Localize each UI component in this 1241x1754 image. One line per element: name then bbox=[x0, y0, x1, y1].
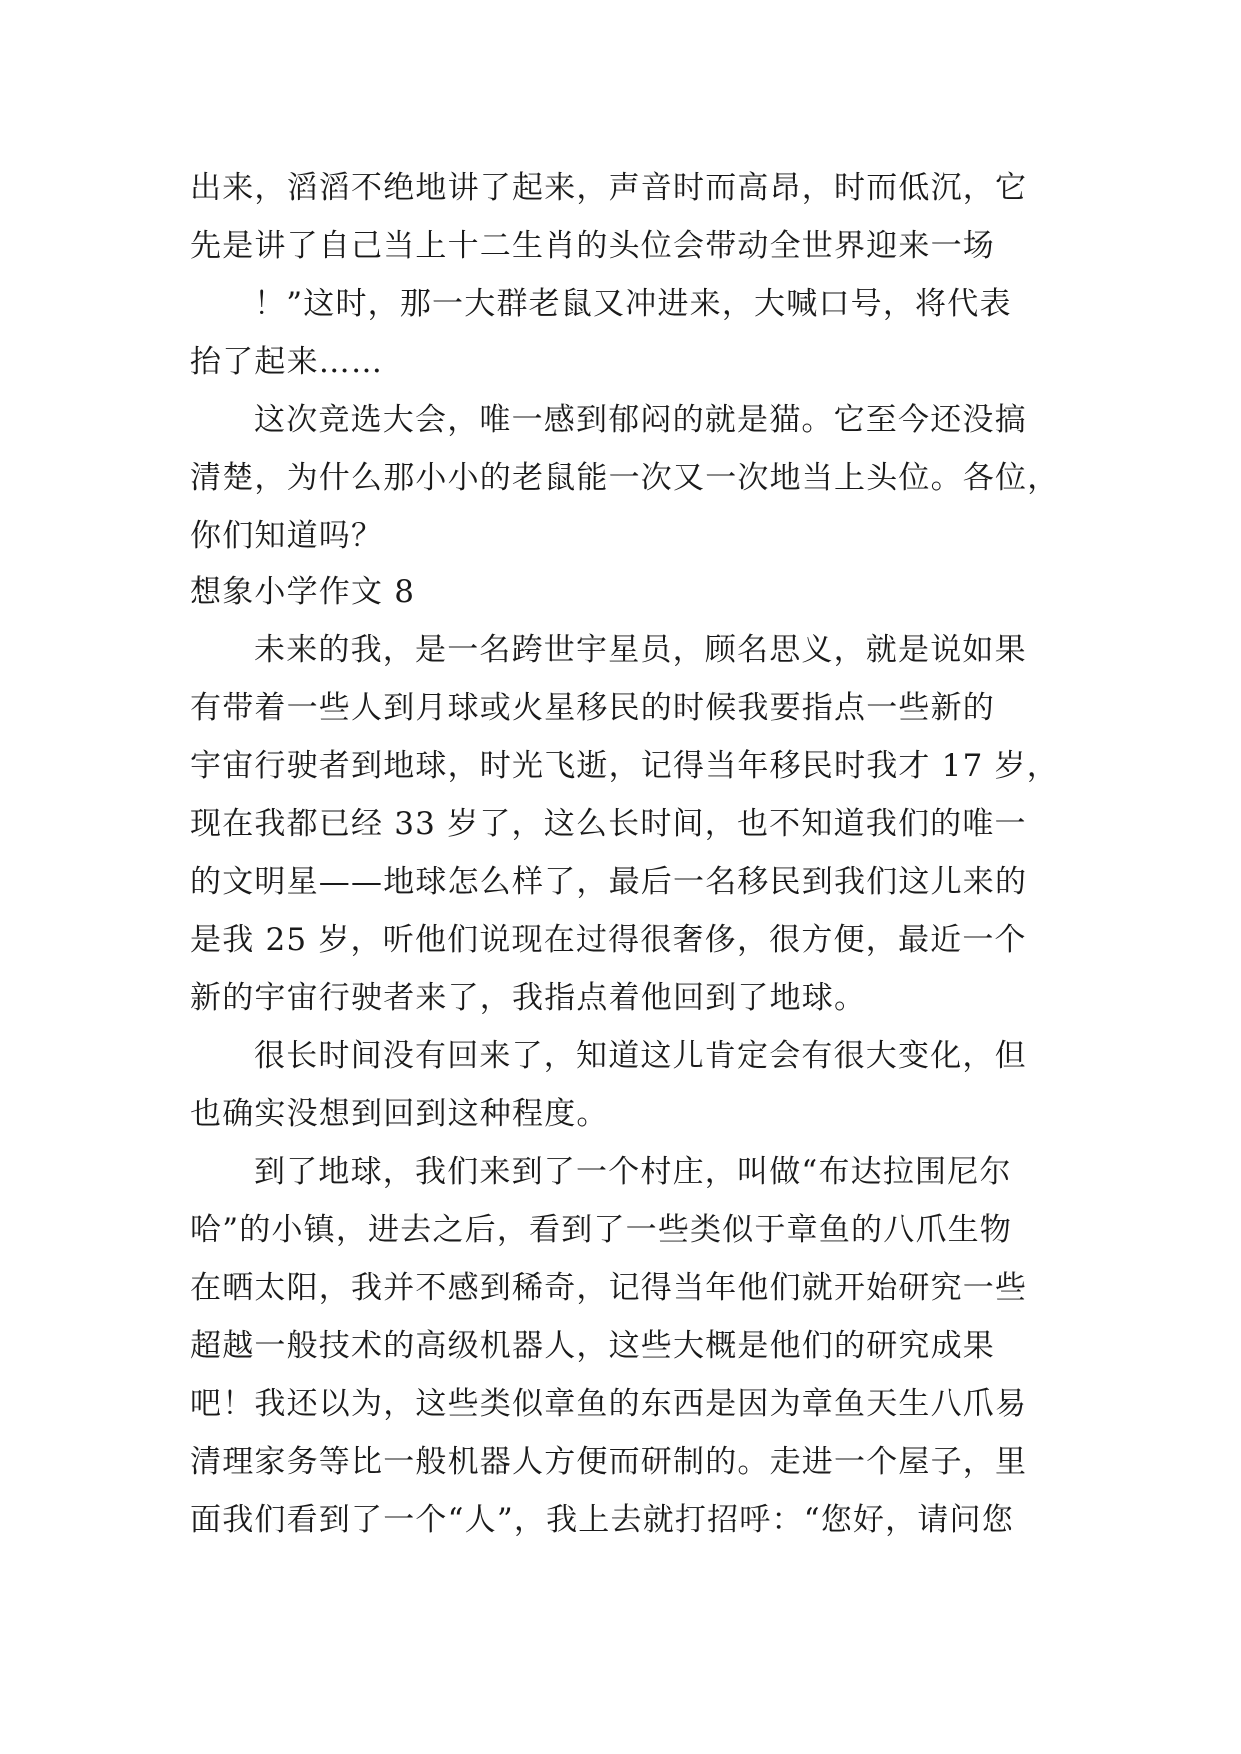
text-line: 面我们看到了一个“人”，我上去就打招呼：“您好，请问您 bbox=[190, 1502, 1014, 1538]
paragraph-start-line: 这次竞选大会，唯一感到郁闷的就是猫。它至今还没搞 bbox=[254, 402, 1027, 438]
text-line: 新的宇宙行驶者来了，我指点着他回到了地球。 bbox=[190, 980, 867, 1016]
text-line: 在晒太阳，我并不感到稀奇，记得当年他们就开始研究一些 bbox=[190, 1270, 1028, 1306]
text-line: 有带着一些人到月球或火星移民的时候我要指点一些新的 bbox=[190, 690, 995, 726]
text-line: 也确实没想到回到这种程度。 bbox=[190, 1096, 609, 1132]
text-line: 抬了起来…… bbox=[190, 344, 384, 380]
text-line: 你们知道吗？ bbox=[190, 518, 384, 554]
text-line: 超越一般技术的高级机器人，这些大概是他们的研究成果 bbox=[190, 1328, 995, 1364]
section-heading: 想象小学作文 8 bbox=[190, 574, 416, 610]
text-line: 清理家务等比一般机器人方便而研制的。走进一个屋子，里 bbox=[190, 1444, 1028, 1480]
paragraph-start-line: 很长时间没有回来了，知道这儿肯定会有很大变化，但 bbox=[254, 1038, 1027, 1074]
text-line: 清楚，为什么那小小的老鼠能一次又一次地当上头位。各位， bbox=[190, 460, 1060, 496]
text-line: 是我 25 岁，听他们说现在过得很奢侈，很方便，最近一个 bbox=[190, 922, 1027, 958]
paragraph-start-line: ！”这时，那一大群老鼠又冲进来，大喊口号，将代表 bbox=[254, 286, 1012, 322]
text-line: 吧！我还以为，这些类似章鱼的东西是因为章鱼天生八爪易 bbox=[190, 1386, 1028, 1422]
text-line: 先是讲了自己当上十二生肖的头位会带动全世界迎来一场 bbox=[190, 228, 995, 264]
text-line: 哈”的小镇，进去之后，看到了一些类似于章鱼的八爪生物 bbox=[190, 1212, 1013, 1248]
text-line: 的文明星——地球怎么样了，最后一名移民到我们这儿来的 bbox=[190, 864, 1028, 900]
paragraph-start-line: 未来的我，是一名跨世宇星员，顾名思义，就是说如果 bbox=[254, 632, 1027, 668]
paragraph-start-line: 到了地球，我们来到了一个村庄，叫做“布达拉围尼尔 bbox=[254, 1154, 1012, 1190]
text-line: 宇宙行驶者到地球，时光飞逝，记得当年移民时我才 17 岁， bbox=[190, 748, 1059, 784]
text-line: 现在我都已经 33 岁了，这么长时间，也不知道我们的唯一 bbox=[190, 806, 1027, 842]
text-line: 出来，滔滔不绝地讲了起来，声音时而高昂，时而低沉，它 bbox=[190, 170, 1028, 206]
